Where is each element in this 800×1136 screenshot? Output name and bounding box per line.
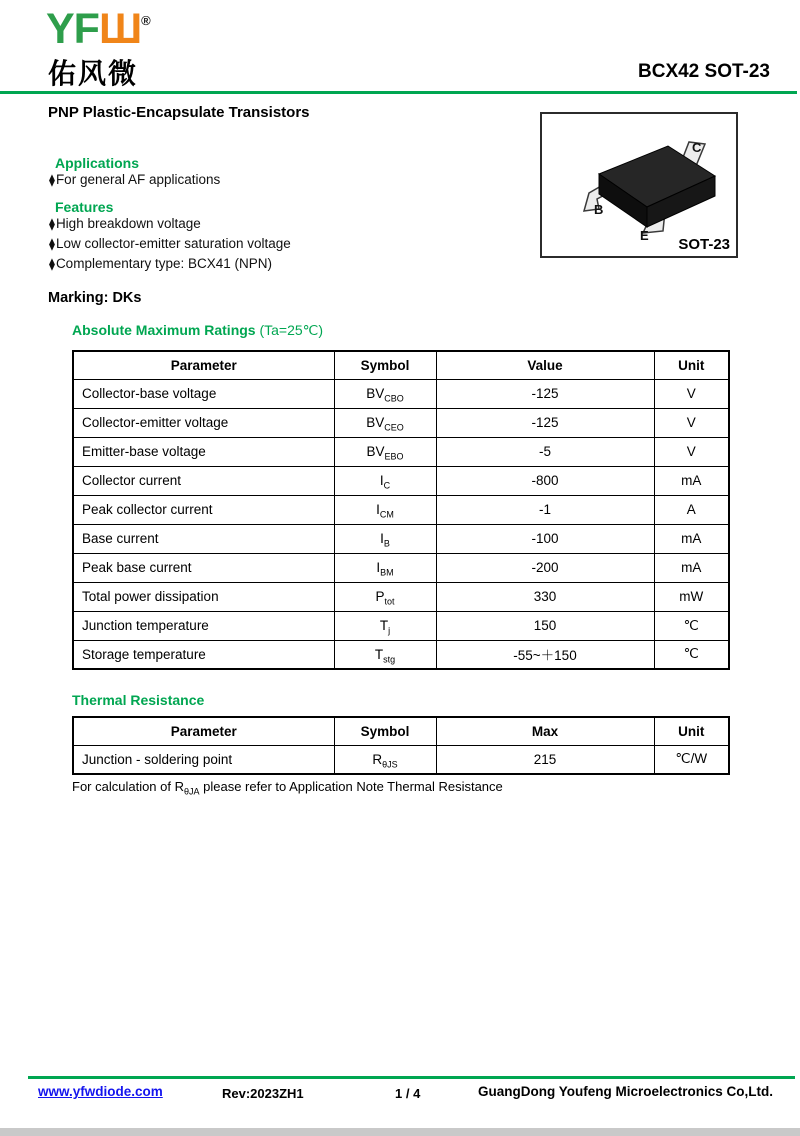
param-cell: Junction temperature	[73, 611, 334, 640]
value-cell: 330	[436, 582, 654, 611]
abs-max-condition: (Ta=25℃)	[259, 322, 324, 338]
value-cell: 150	[436, 611, 654, 640]
col-header-unit: Unit	[654, 351, 729, 379]
header-divider	[0, 91, 797, 94]
value-cell: -1	[436, 495, 654, 524]
param-cell: Peak base current	[73, 553, 334, 582]
feature-item-text: Low collector-emitter saturation voltage	[55, 236, 291, 251]
unit-cell: V	[654, 437, 729, 466]
feature-item	[49, 236, 291, 251]
thermal-heading: Thermal Resistance	[72, 692, 205, 708]
param-cell: Collector current	[73, 466, 334, 495]
value-cell: -100	[436, 524, 654, 553]
pin-label-b: B	[594, 202, 604, 217]
table-row	[73, 582, 729, 611]
value-cell: -800	[436, 466, 654, 495]
diamond-bullet-icon: ⧫	[49, 217, 55, 231]
page-number: 1 / 4	[395, 1086, 421, 1101]
unit-cell: mA	[654, 524, 729, 553]
param-cell: Total power dissipation	[73, 582, 334, 611]
diamond-bullet-icon: ⧫	[49, 257, 55, 271]
unit-cell: mA	[654, 553, 729, 582]
value-cell: -5	[436, 437, 654, 466]
feature-item	[49, 216, 201, 231]
symbol-cell: $I_B$	[334, 524, 436, 553]
symbol-cell: $T_j$	[334, 611, 436, 640]
table-row	[73, 611, 729, 640]
table-row	[73, 553, 729, 582]
symbol-cell: $I_{BM}$	[334, 553, 436, 582]
table-row	[73, 745, 729, 774]
logo-yf-text: YF	[46, 5, 99, 53]
param-cell: Collector-emitter voltage	[73, 408, 334, 437]
page-title: BCX42 SOT-23	[638, 61, 770, 82]
symbol-cell: $I_C$	[334, 466, 436, 495]
unit-cell: mA	[654, 466, 729, 495]
table-row	[73, 408, 729, 437]
table-row	[73, 495, 729, 524]
unit-cell: A	[654, 495, 729, 524]
package-name-label: SOT-23	[678, 236, 730, 253]
thermal-table	[72, 716, 730, 775]
diamond-bullet-icon: ⧫	[49, 173, 55, 187]
col-header-unit: Unit	[654, 717, 729, 745]
unit-cell: V	[654, 408, 729, 437]
symbol-cell: $R_{\theta JS}$	[334, 745, 436, 774]
application-item	[49, 172, 220, 187]
unit-cell: ℃/W	[654, 745, 729, 774]
abs-max-table	[72, 350, 730, 670]
table-row	[73, 466, 729, 495]
footer-divider	[28, 1076, 795, 1079]
table-header-row	[73, 717, 729, 745]
col-header-value: Value	[436, 351, 654, 379]
application-item-text: For general AF applications	[55, 172, 221, 187]
revision-label: Rev:2023ZH1	[222, 1086, 304, 1101]
marking-code: Marking: DKs	[48, 290, 142, 306]
symbol-cell: $P_{tot}$	[334, 582, 436, 611]
unit-cell: ℃	[654, 611, 729, 640]
table-row	[73, 437, 729, 466]
package-outline-box	[540, 112, 738, 258]
features-heading: Features	[55, 199, 114, 215]
thermal-note: For calculation of $R_{\theta JA}$ please refer to Application Note Thermal Resistance	[72, 779, 503, 797]
sot23-package-image	[542, 114, 736, 255]
value-cell: 215	[436, 745, 654, 774]
param-cell: Peak collector current	[73, 495, 334, 524]
param-cell: Emitter-base voltage	[73, 437, 334, 466]
value-cell: -200	[436, 553, 654, 582]
col-header-symbol: Symbol	[334, 351, 436, 379]
registered-trademark-icon: ®	[141, 13, 151, 28]
symbol-cell: $BV_{CBO}$	[334, 379, 436, 408]
symbol-cell: $BV_{EBO}$	[334, 437, 436, 466]
website-link[interactable]: www.yfwdiode.com	[38, 1084, 163, 1099]
param-cell: Base current	[73, 524, 334, 553]
unit-cell: mW	[654, 582, 729, 611]
symbol-cell: $I_{CM}$	[334, 495, 436, 524]
symbol-cell: $T_{stg}$	[334, 640, 436, 669]
table-row	[73, 640, 729, 669]
page-bottom-edge	[0, 1128, 800, 1136]
col-header-symbol: Symbol	[334, 717, 436, 745]
abs-max-heading	[72, 322, 323, 339]
device-subtitle: PNP Plastic-Encapsulate Transistors	[48, 104, 310, 121]
col-header-max: Max	[436, 717, 654, 745]
diamond-bullet-icon: ⧫	[49, 237, 55, 251]
table-row	[73, 379, 729, 408]
param-cell: Collector-base voltage	[73, 379, 334, 408]
table-row	[73, 524, 729, 553]
col-header-parameter: Parameter	[73, 717, 334, 745]
applications-heading: Applications	[55, 155, 140, 171]
param-cell: Junction - soldering point	[73, 745, 334, 774]
table-header-row	[73, 351, 729, 379]
logo-w-text: Ш	[98, 5, 142, 53]
company-name: GuangDong Youfeng Microelectronics Co,Ltd.	[478, 1084, 774, 1099]
value-cell: -55~＋150	[436, 640, 654, 669]
param-cell: Storage temperature	[73, 640, 334, 669]
unit-cell: V	[654, 379, 729, 408]
brand-logo	[46, 5, 151, 53]
col-header-parameter: Parameter	[73, 351, 334, 379]
value-cell: -125	[436, 379, 654, 408]
value-cell: -125	[436, 408, 654, 437]
pin-label-e: E	[640, 228, 649, 243]
feature-item-text: High breakdown voltage	[55, 216, 201, 231]
unit-cell: ℃	[654, 640, 729, 669]
feature-item	[49, 256, 272, 271]
symbol-cell: $BV_{CEO}$	[334, 408, 436, 437]
abs-max-heading-text: Absolute Maximum Ratings	[72, 322, 256, 338]
feature-item-text: Complementary type: BCX41 (NPN)	[55, 256, 273, 271]
brand-chinese-name: 佑风微	[48, 58, 139, 89]
pin-label-c: C	[692, 140, 702, 155]
